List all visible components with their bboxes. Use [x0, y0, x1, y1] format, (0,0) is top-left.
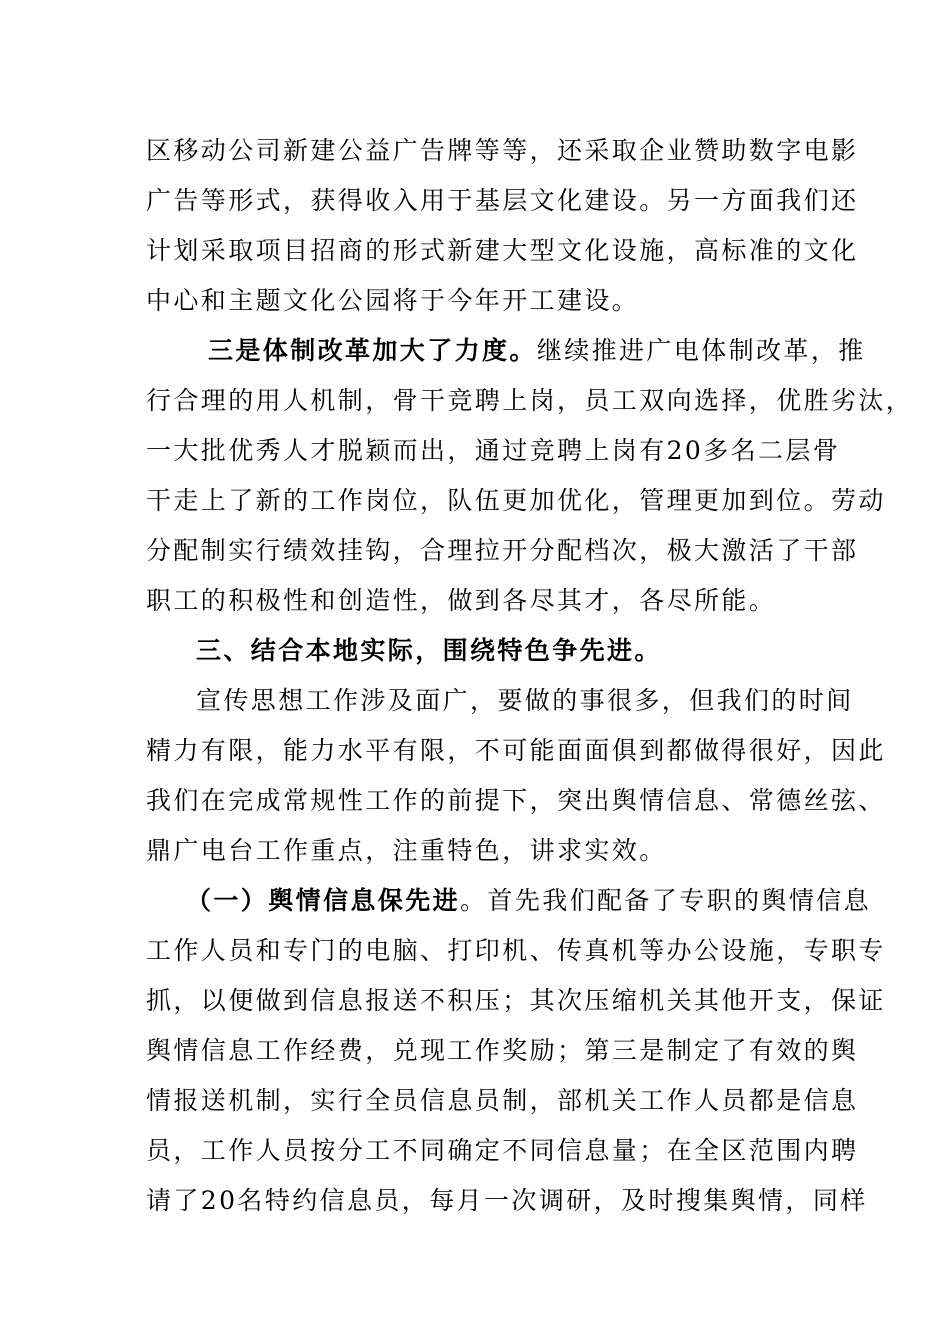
text-line: 抓，以便做到信息报送不积压；其次压缩机关其他开支，保证 — [146, 986, 886, 1015]
text-line: 一大批优秀人才脱颖而出，通过竞聘上岗有20多名二层骨 — [146, 436, 841, 465]
paragraph-lead-line — [208, 336, 866, 366]
text-span: 继续推进广电体制改革，推 — [536, 336, 866, 365]
text-line: 广告等形式，获得收入用于基层文化建设。另一方面我们还 — [146, 186, 859, 215]
text-line: 分配制实行绩效挂钩，合理拉开分配档次，极大激活了干部 — [146, 536, 859, 565]
text-line: 鼎广电台工作重点，注重特色，讲求实效。 — [146, 836, 667, 865]
text-line: 干走上了新的工作岗位，队伍更加优化，管理更加到位。劳动 — [146, 486, 886, 515]
text-line: 精力有限，能力水平有限，不可能面面俱到都做得很好，因此 — [146, 736, 886, 765]
text-line: 职工的积极性和创造性，做到各尽其才，各尽所能。 — [146, 586, 777, 615]
text-line: 区移动公司新建公益广告牌等等，还采取企业赞助数字电影 — [146, 136, 859, 165]
text-line: 情报送机制，实行全员信息员制，部机关工作人员都是信息 — [146, 1086, 859, 1115]
paragraph-lead-line — [186, 886, 871, 916]
text-span: 。首先我们配备了专职的舆情信息 — [460, 886, 872, 915]
text-line: 宣传思想工作涉及面广，要做的事很多，但我们的时间 — [196, 686, 854, 715]
text-line: 我们在完成常规性工作的前提下，突出舆情信息、常德丝弦、 — [146, 786, 886, 815]
text-line: 行合理的用人机制，骨干竞聘上岗，员工双向选择，优胜劣汰， — [146, 386, 914, 415]
text-line: 员，工作人员按分工不同确定不同信息量；在全区范围内聘 — [146, 1136, 859, 1165]
text-line: 中心和主题文化公园将于今年开工建设。 — [146, 286, 640, 315]
paragraph-lead: （一）舆情信息保先进 — [186, 886, 461, 915]
text-line: 请了20名特约信息员，每月一次调研，及时搜集舆情，同样 — [146, 1186, 868, 1215]
text-line: 舆情信息工作经费，兑现工作奖励；第三是制定了有效的舆 — [146, 1036, 859, 1065]
section-heading: 三、结合本地实际，围绕特色争先进。 — [196, 636, 662, 665]
text-line: 工作人员和专门的电脑、打印机、传真机等办公设施，专职专 — [146, 936, 886, 965]
text-line: 计划采取项目招商的形式新建大型文化设施，高标准的文化 — [146, 236, 859, 265]
paragraph-lead: 三是体制改革加大了力度。 — [208, 336, 537, 365]
